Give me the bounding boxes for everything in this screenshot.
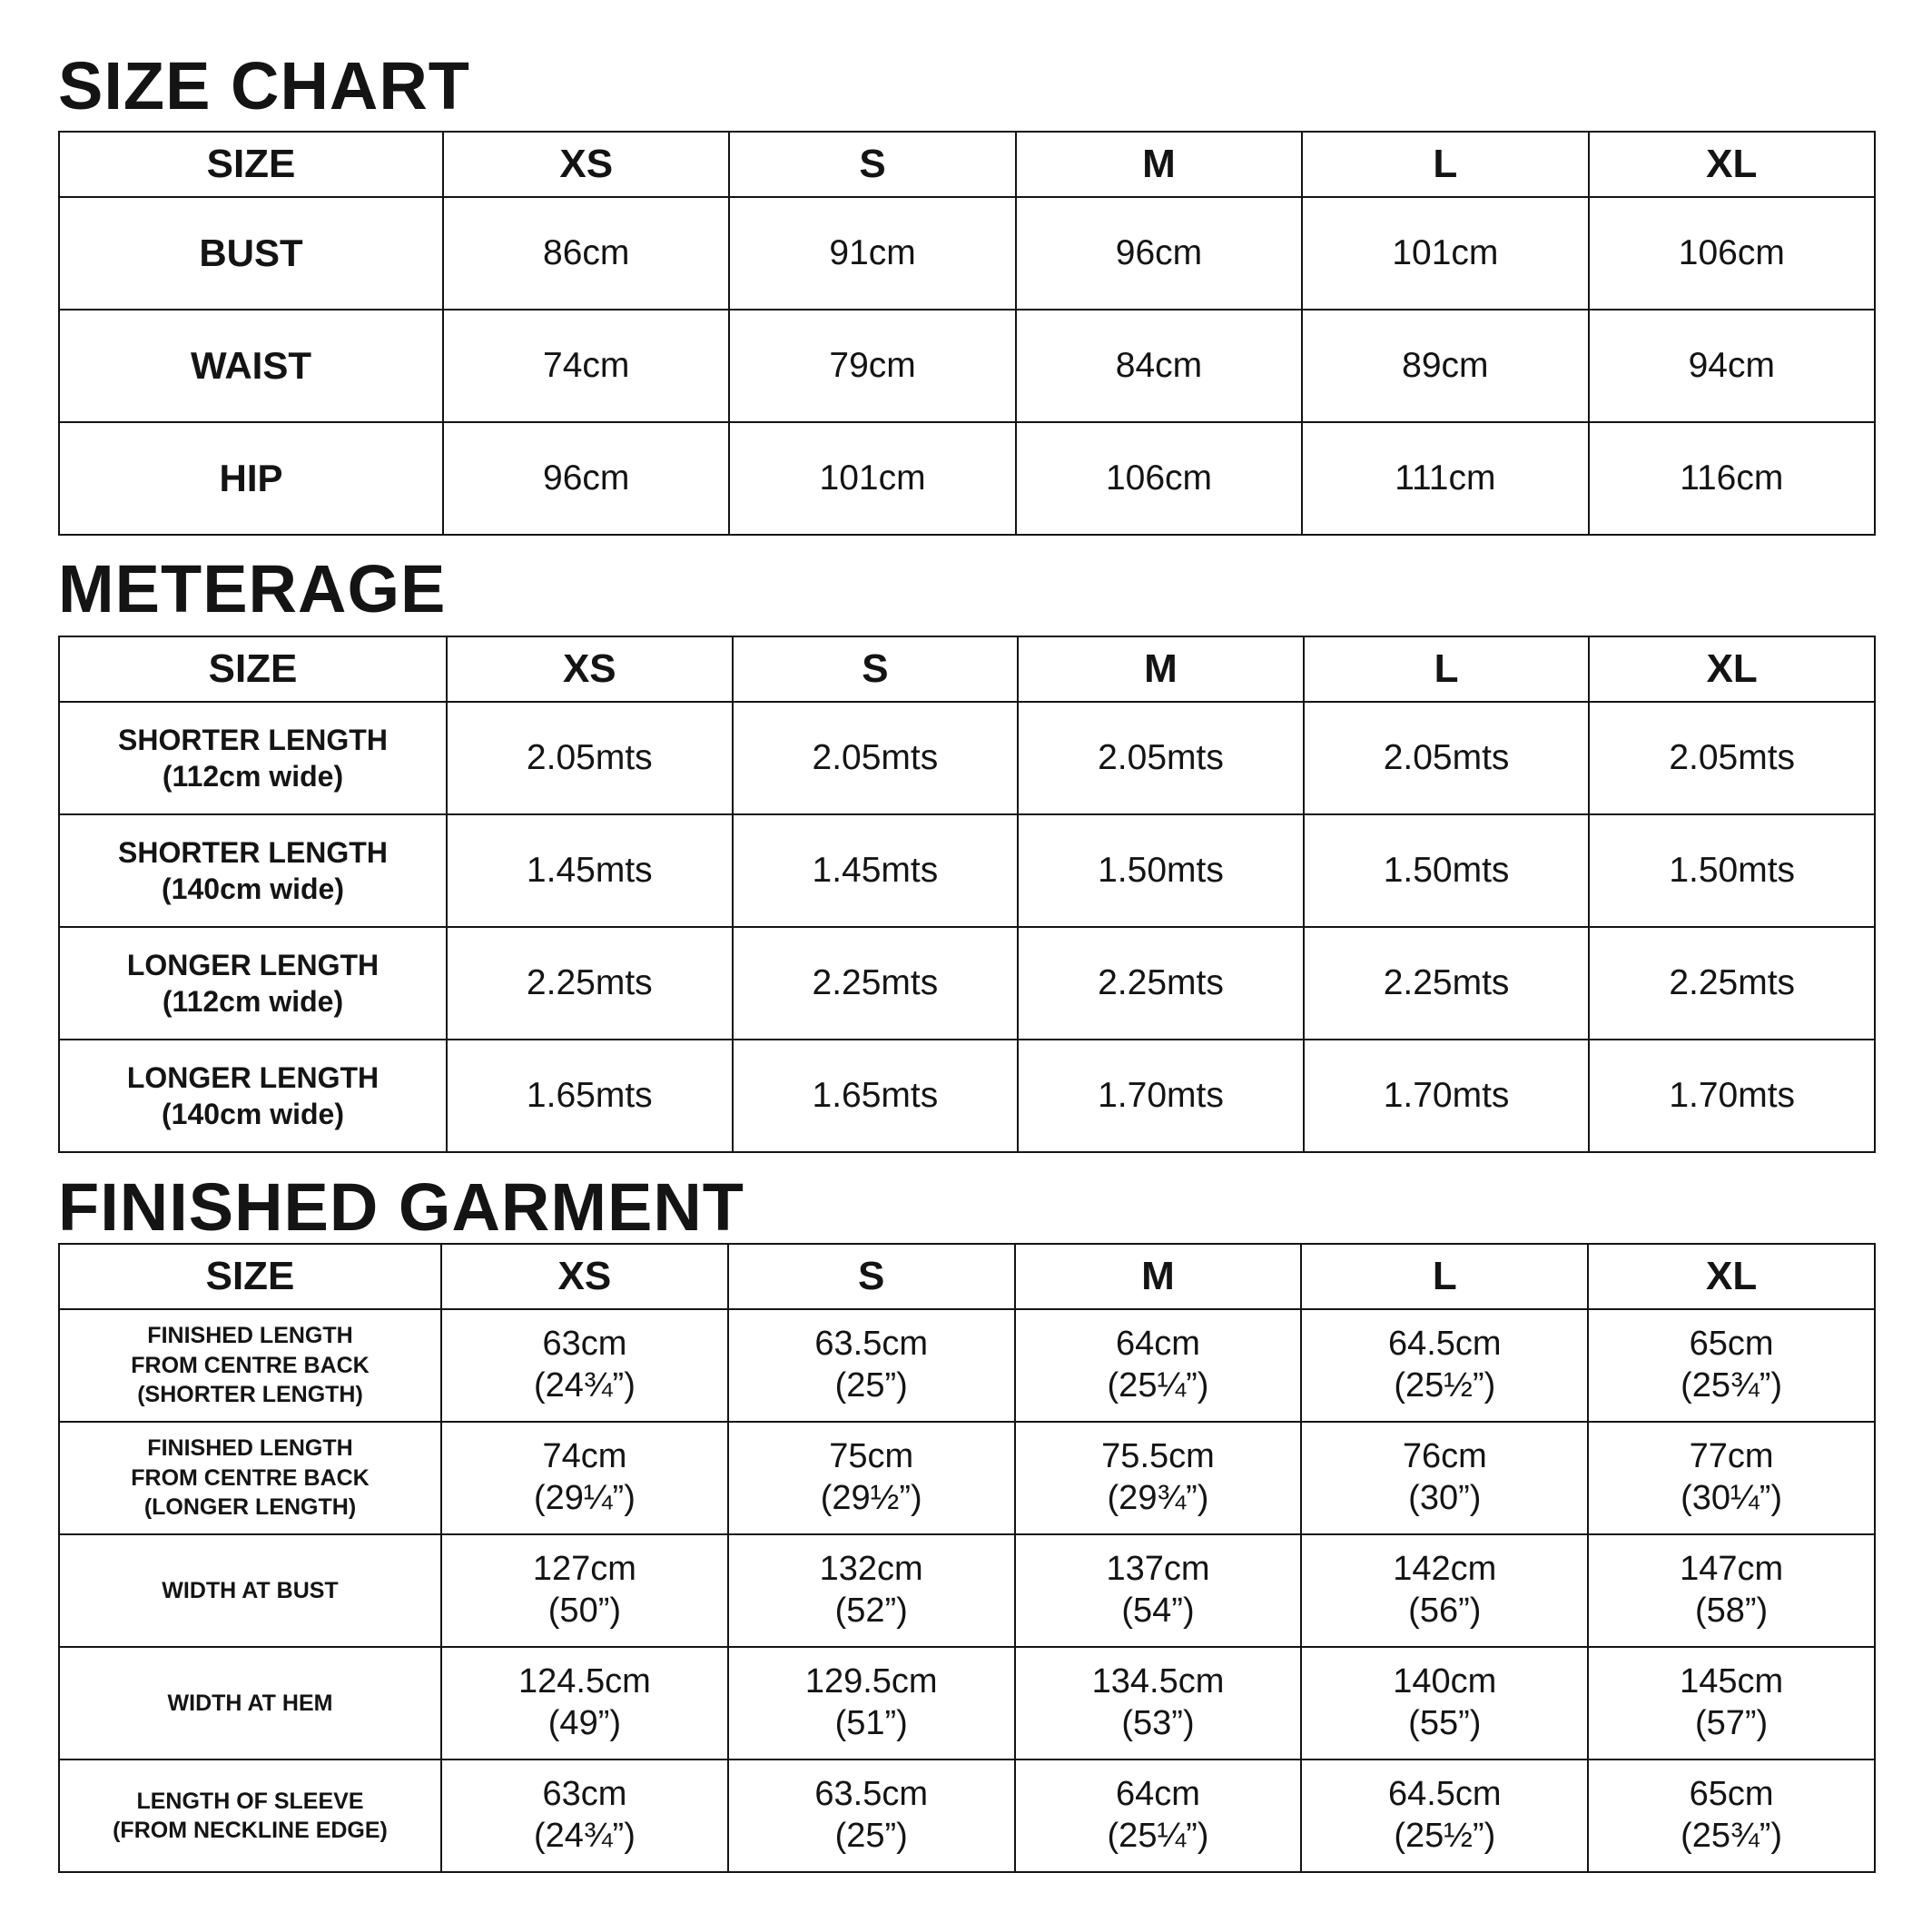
row-label-line: FINISHED LENGTH bbox=[147, 1435, 353, 1462]
inch-value: (25¾”) bbox=[1681, 1817, 1783, 1855]
cm-value: 64cm bbox=[1116, 1775, 1200, 1814]
table-cell bbox=[441, 1309, 728, 1422]
table-cell bbox=[728, 1309, 1015, 1422]
inch-value: (52”) bbox=[834, 1592, 908, 1630]
table-row bbox=[59, 1647, 1875, 1760]
cm-value: 145cm bbox=[1680, 1662, 1784, 1701]
cm-value: 63.5cm bbox=[814, 1775, 928, 1814]
table-row bbox=[59, 1422, 1875, 1534]
table-cell: 2.05mts bbox=[733, 702, 1019, 814]
table-cell: 1.65mts bbox=[733, 1040, 1019, 1152]
table-cell bbox=[1301, 1647, 1588, 1760]
table-cell: 2.25mts bbox=[1589, 927, 1875, 1040]
inch-value: (29¾”) bbox=[1107, 1479, 1209, 1517]
table-cell: 1.70mts bbox=[1589, 1040, 1875, 1152]
table-cell bbox=[441, 1647, 728, 1760]
meterage-body bbox=[59, 702, 1875, 1152]
row-label-line: LONGER LENGTH bbox=[126, 949, 380, 981]
row-label-line: SHORTER LENGTH bbox=[118, 836, 388, 869]
size-chart-heading: SIZE CHART bbox=[58, 48, 470, 123]
row-label-line: SHORTER LENGTH bbox=[118, 724, 388, 756]
table-cell: 89cm bbox=[1302, 310, 1588, 422]
table-cell: 101cm bbox=[1302, 197, 1588, 310]
inch-value: (25½”) bbox=[1394, 1366, 1496, 1405]
row-label-line: WIDTH AT BUST bbox=[162, 1577, 339, 1603]
meterage-size-header: S bbox=[733, 636, 1019, 702]
inch-value: (24¾”) bbox=[533, 1366, 636, 1405]
cm-value: 75cm bbox=[829, 1437, 914, 1476]
table-cell: 106cm bbox=[1016, 422, 1302, 535]
row-label-line: (LONGER LENGTH) bbox=[143, 1494, 357, 1521]
meterage-size-column-header: SIZE bbox=[59, 636, 447, 702]
row-label-line: LENGTH OF SLEEVE bbox=[136, 1788, 364, 1814]
size-chart-size-header: M bbox=[1016, 132, 1302, 197]
table-row bbox=[59, 1309, 1875, 1422]
inch-value: (30”) bbox=[1408, 1479, 1482, 1517]
table-cell: 2.05mts bbox=[1018, 702, 1304, 814]
table-cell bbox=[1015, 1647, 1302, 1760]
cm-value: 132cm bbox=[819, 1550, 923, 1589]
size-chart-size-header: XL bbox=[1589, 132, 1875, 197]
row-label-line: (112cm wide) bbox=[162, 760, 344, 793]
inch-value: (25½”) bbox=[1394, 1817, 1496, 1855]
table-cell: 106cm bbox=[1589, 197, 1875, 310]
row-label bbox=[59, 1309, 441, 1422]
table-cell: 1.65mts bbox=[447, 1040, 733, 1152]
table-row bbox=[59, 1040, 1875, 1152]
table-cell bbox=[441, 1760, 728, 1872]
table-cell bbox=[1015, 1309, 1302, 1422]
table-cell bbox=[1015, 1534, 1302, 1647]
inch-value: (25¼”) bbox=[1107, 1817, 1209, 1855]
table-cell: 79cm bbox=[729, 310, 1015, 422]
table-row bbox=[59, 814, 1875, 927]
table-cell bbox=[1301, 1309, 1588, 1422]
finished-garment-size-header: XS bbox=[441, 1244, 728, 1309]
row-label-line: FROM CENTRE BACK bbox=[131, 1352, 370, 1378]
inch-value: (25”) bbox=[834, 1366, 908, 1405]
inch-value: (57”) bbox=[1694, 1704, 1769, 1742]
cm-value: 76cm bbox=[1402, 1437, 1487, 1476]
finished-garment-heading: FINISHED GARMENT bbox=[58, 1169, 744, 1245]
inch-value: (55”) bbox=[1408, 1704, 1482, 1742]
table-cell: 1.70mts bbox=[1304, 1040, 1590, 1152]
table-cell: 1.50mts bbox=[1018, 814, 1304, 927]
size-chart-size-header: L bbox=[1302, 132, 1588, 197]
table-cell bbox=[728, 1647, 1015, 1760]
cm-value: 64.5cm bbox=[1387, 1325, 1502, 1364]
row-label-line: LONGER LENGTH bbox=[126, 1061, 380, 1094]
finished-garment-body bbox=[59, 1309, 1875, 1872]
table-cell bbox=[728, 1422, 1015, 1534]
cm-value: 142cm bbox=[1393, 1550, 1497, 1589]
table-cell bbox=[1301, 1534, 1588, 1647]
size-chart-table bbox=[58, 131, 1876, 536]
cm-value: 124.5cm bbox=[518, 1662, 651, 1701]
inch-value: (25¼”) bbox=[1107, 1366, 1209, 1405]
table-row bbox=[59, 310, 1875, 422]
table-cell: 96cm bbox=[443, 422, 729, 535]
row-label-line: (FROM NECKLINE EDGE) bbox=[113, 1818, 388, 1843]
table-cell: 2.25mts bbox=[733, 927, 1019, 1040]
row-label: HIP bbox=[59, 422, 443, 535]
table-cell bbox=[1015, 1422, 1302, 1534]
cm-value: 140cm bbox=[1393, 1662, 1497, 1701]
inch-value: (29½”) bbox=[820, 1479, 922, 1517]
finished-garment-size-header: S bbox=[728, 1244, 1015, 1309]
row-label: BUST bbox=[59, 197, 443, 310]
table-cell: 1.50mts bbox=[1589, 814, 1875, 927]
table-cell: 116cm bbox=[1589, 422, 1875, 535]
table-cell: 1.45mts bbox=[733, 814, 1019, 927]
table-cell: 1.45mts bbox=[447, 814, 733, 927]
table-cell bbox=[1588, 1760, 1875, 1872]
table-cell bbox=[1588, 1647, 1875, 1760]
row-label-line: (112cm wide) bbox=[162, 985, 344, 1018]
cm-value: 134.5cm bbox=[1091, 1662, 1225, 1701]
table-cell: 1.50mts bbox=[1304, 814, 1590, 927]
meterage-header-row bbox=[59, 636, 1875, 702]
inch-value: (29¼”) bbox=[533, 1479, 636, 1517]
row-label-line: (140cm wide) bbox=[162, 872, 344, 905]
cm-value: 65cm bbox=[1689, 1325, 1774, 1364]
row-label-line: (140cm wide) bbox=[162, 1098, 344, 1130]
cm-value: 147cm bbox=[1680, 1550, 1784, 1589]
row-label bbox=[59, 702, 447, 814]
table-cell: 2.05mts bbox=[1304, 702, 1590, 814]
table-cell bbox=[1301, 1422, 1588, 1534]
meterage-size-header: M bbox=[1018, 636, 1304, 702]
size-chart-size-header: XS bbox=[443, 132, 729, 197]
table-cell: 2.25mts bbox=[1304, 927, 1590, 1040]
size-chart-header-row bbox=[59, 132, 1875, 197]
cm-value: 65cm bbox=[1689, 1775, 1774, 1814]
size-chart-header bbox=[59, 132, 1875, 197]
inch-value: (58”) bbox=[1694, 1592, 1769, 1630]
row-label: WAIST bbox=[59, 310, 443, 422]
table-cell bbox=[728, 1534, 1015, 1647]
table-row bbox=[59, 197, 1875, 310]
cm-value: 75.5cm bbox=[1101, 1437, 1215, 1476]
table-cell: 74cm bbox=[443, 310, 729, 422]
table-cell: 101cm bbox=[729, 422, 1015, 535]
cm-value: 137cm bbox=[1106, 1550, 1210, 1589]
table-cell: 2.05mts bbox=[1589, 702, 1875, 814]
inch-value: (53”) bbox=[1121, 1704, 1195, 1742]
cm-value: 77cm bbox=[1689, 1437, 1774, 1476]
table-cell: 2.05mts bbox=[447, 702, 733, 814]
inch-value: (24¾”) bbox=[533, 1817, 636, 1855]
table-cell: 111cm bbox=[1302, 422, 1588, 535]
finished-garment-header bbox=[59, 1244, 1875, 1309]
size-chart-size-header: S bbox=[729, 132, 1015, 197]
inch-value: (49”) bbox=[547, 1704, 622, 1742]
meterage-table bbox=[58, 636, 1876, 1153]
table-cell bbox=[441, 1422, 728, 1534]
cm-value: 63.5cm bbox=[814, 1325, 928, 1364]
row-label bbox=[59, 927, 447, 1040]
cm-value: 129.5cm bbox=[804, 1662, 938, 1701]
row-label bbox=[59, 1040, 447, 1152]
cm-value: 63cm bbox=[542, 1775, 627, 1814]
table-row bbox=[59, 927, 1875, 1040]
meterage-size-header: L bbox=[1304, 636, 1590, 702]
size-chart-body bbox=[59, 197, 1875, 535]
finished-garment-size-header: M bbox=[1015, 1244, 1302, 1309]
finished-garment-size-header: L bbox=[1301, 1244, 1588, 1309]
inch-value: (56”) bbox=[1408, 1592, 1482, 1630]
finished-garment-size-header: XL bbox=[1588, 1244, 1875, 1309]
inch-value: (25¾”) bbox=[1681, 1366, 1783, 1405]
table-row bbox=[59, 1534, 1875, 1647]
row-label-line: (SHORTER LENGTH) bbox=[137, 1382, 363, 1408]
table-cell bbox=[1301, 1760, 1588, 1872]
cm-value: 64.5cm bbox=[1387, 1775, 1502, 1814]
table-row bbox=[59, 1760, 1875, 1872]
table-cell bbox=[1588, 1422, 1875, 1534]
table-cell bbox=[728, 1760, 1015, 1872]
inch-value: (54”) bbox=[1121, 1592, 1195, 1630]
finished-garment-size-column-header: SIZE bbox=[59, 1244, 441, 1309]
row-label bbox=[59, 1647, 441, 1760]
table-cell: 91cm bbox=[729, 197, 1015, 310]
table-cell: 84cm bbox=[1016, 310, 1302, 422]
row-label bbox=[59, 1422, 441, 1534]
meterage-size-header: XL bbox=[1589, 636, 1875, 702]
table-cell: 2.25mts bbox=[447, 927, 733, 1040]
table-cell: 96cm bbox=[1016, 197, 1302, 310]
table-cell: 1.70mts bbox=[1018, 1040, 1304, 1152]
inch-value: (50”) bbox=[547, 1592, 622, 1630]
meterage-heading: METERAGE bbox=[58, 551, 447, 626]
table-cell: 2.25mts bbox=[1018, 927, 1304, 1040]
cm-value: 127cm bbox=[532, 1550, 636, 1589]
row-label-line: FINISHED LENGTH bbox=[147, 1323, 353, 1349]
meterage-header bbox=[59, 636, 1875, 702]
table-cell: 94cm bbox=[1589, 310, 1875, 422]
table-cell bbox=[1588, 1309, 1875, 1422]
row-label-line: FROM CENTRE BACK bbox=[131, 1464, 370, 1491]
inch-value: (30¼”) bbox=[1681, 1479, 1783, 1517]
finished-garment-header-row bbox=[59, 1244, 1875, 1309]
row-label-line: WIDTH AT HEM bbox=[167, 1690, 333, 1716]
table-cell bbox=[441, 1534, 728, 1647]
inch-value: (25”) bbox=[834, 1817, 908, 1855]
inch-value: (51”) bbox=[834, 1704, 908, 1742]
cm-value: 74cm bbox=[542, 1437, 627, 1476]
table-row bbox=[59, 422, 1875, 535]
table-cell: 86cm bbox=[443, 197, 729, 310]
meterage-size-header: XS bbox=[447, 636, 733, 702]
finished-garment-table bbox=[58, 1243, 1876, 1873]
row-label bbox=[59, 814, 447, 927]
cm-value: 63cm bbox=[542, 1325, 627, 1364]
cm-value: 64cm bbox=[1116, 1325, 1200, 1364]
table-cell bbox=[1588, 1534, 1875, 1647]
table-cell bbox=[1015, 1760, 1302, 1872]
row-label bbox=[59, 1534, 441, 1647]
row-label bbox=[59, 1760, 441, 1872]
table-row bbox=[59, 702, 1875, 814]
size-chart-size-column-header: SIZE bbox=[59, 132, 443, 197]
